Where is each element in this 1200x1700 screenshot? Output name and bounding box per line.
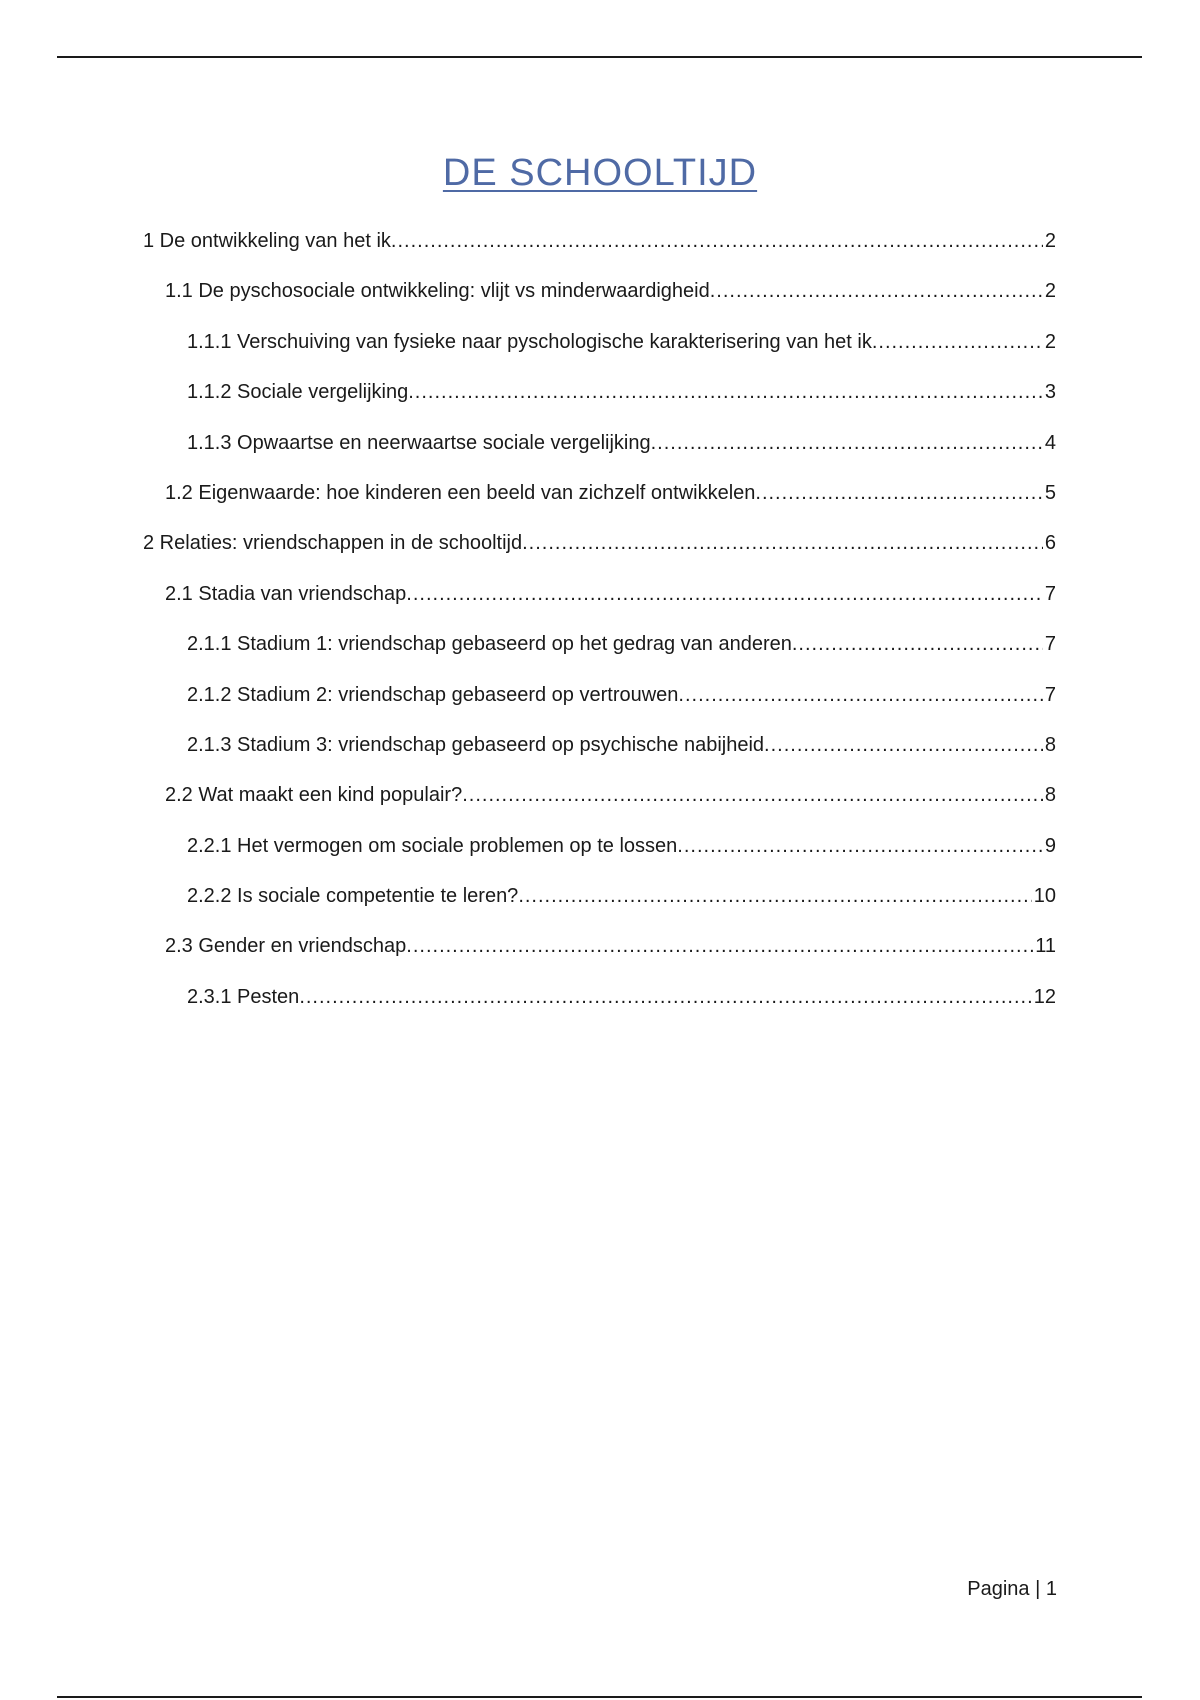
toc-page-number: 12	[1033, 985, 1056, 1008]
toc-dot-leader	[710, 280, 1043, 303]
toc-dot-leader	[792, 633, 1043, 656]
toc-entry-text: 1.1.3 Opwaartse en neerwaartse sociale vergelijking	[187, 431, 651, 454]
toc-entry[interactable]	[143, 986, 1056, 1036]
toc-entry-text: 2.2 Wat maakt een kind populair?	[165, 784, 463, 807]
toc-entry-text: 2.2.2 Is sociale competentie te leren?	[187, 885, 519, 908]
toc-page-number: 8	[1044, 733, 1056, 756]
toc-page-number: 5	[1044, 481, 1056, 504]
toc-page-number: 7	[1044, 582, 1056, 605]
toc-dot-leader	[406, 583, 1043, 606]
toc-dot-leader	[462, 784, 1043, 807]
toc-entry[interactable]	[143, 784, 1056, 834]
toc-dot-leader	[678, 684, 1042, 707]
toc-entry-text: 1.1.2 Sociale vergelijking	[187, 381, 409, 404]
toc-entry[interactable]	[143, 381, 1056, 431]
page-footer: Pagina | 1	[967, 1578, 1057, 1600]
toc-page-number: 4	[1044, 431, 1056, 454]
toc-dot-leader	[677, 835, 1043, 858]
toc-entry-text: 2.1.3 Stadium 3: vriendschap gebaseerd op psychische nabijheid	[187, 733, 765, 756]
toc-entry-text: 1.1.1 Verschuiving van fysieke naar pyschologische karakterisering van het ik	[187, 330, 872, 353]
toc-entry-text: 2.3.1 Pesten	[187, 985, 300, 1008]
toc-dot-leader	[872, 331, 1043, 354]
toc-page-number: 6	[1044, 532, 1056, 555]
toc-entry[interactable]	[143, 532, 1056, 582]
header-rule	[57, 56, 1142, 58]
toc-entry[interactable]	[143, 684, 1056, 734]
toc-entry[interactable]	[143, 432, 1056, 482]
document-title	[0, 152, 1200, 195]
toc-entry[interactable]	[143, 835, 1056, 885]
footer-rule	[57, 1696, 1142, 1698]
toc-page-number: 7	[1044, 683, 1056, 706]
toc-dot-leader	[651, 432, 1043, 455]
toc-entry-text: 2.1 Stadia van vriendschap	[165, 582, 407, 605]
toc-page-number: 7	[1044, 633, 1056, 656]
toc-page-number: 2	[1044, 330, 1056, 353]
toc-entry[interactable]	[143, 280, 1056, 330]
toc-entry-text: 2.3 Gender en vriendschap	[165, 935, 407, 958]
toc-page-number: 8	[1044, 784, 1056, 807]
toc-dot-leader	[391, 230, 1043, 253]
toc-dot-leader	[764, 734, 1043, 757]
toc-entry[interactable]	[143, 885, 1056, 935]
toc-entry-text: 2.1.2 Stadium 2: vriendschap gebaseerd op vertrouwen	[187, 683, 679, 706]
toc-dot-leader	[408, 381, 1043, 404]
toc-entry-text: 1.2 Eigenwaarde: hoe kinderen een beeld van zichzelf ontwikkelen	[165, 481, 756, 504]
toc-entry[interactable]	[143, 482, 1056, 532]
table-of-contents	[143, 230, 1056, 1036]
toc-page-number: 11	[1035, 935, 1056, 958]
toc-page-number: 3	[1044, 381, 1056, 404]
toc-entry[interactable]	[143, 583, 1056, 633]
toc-dot-leader	[299, 986, 1031, 1009]
toc-entry[interactable]	[143, 935, 1056, 985]
document-title-text: DE SCHOOLTIJD	[442, 152, 758, 194]
toc-dot-leader	[755, 482, 1042, 505]
toc-entry-text: 1 De ontwikkeling van het ik	[143, 230, 391, 252]
toc-entry[interactable]	[143, 734, 1056, 784]
toc-page-number: 10	[1033, 885, 1056, 908]
toc-page-number: 2	[1044, 230, 1056, 252]
toc-dot-leader	[406, 935, 1033, 958]
toc-entry-text: 2.2.1 Het vermogen om sociale problemen op te lossen	[187, 834, 678, 857]
toc-page-number: 9	[1044, 834, 1056, 857]
toc-dot-leader	[518, 885, 1031, 908]
toc-entry-text: 2 Relaties: vriendschappen in de schooltijd	[143, 532, 523, 555]
toc-entry[interactable]	[143, 230, 1056, 280]
toc-entry-text: 1.1 De pyschosociale ontwikkeling: vlijt vs minderwaardigheid	[165, 280, 710, 303]
toc-entry[interactable]	[143, 633, 1056, 683]
toc-dot-leader	[522, 532, 1043, 555]
toc-page-number: 2	[1044, 280, 1056, 303]
toc-entry[interactable]	[143, 331, 1056, 381]
toc-entry-text: 2.1.1 Stadium 1: vriendschap gebaseerd op het gedrag van anderen	[187, 633, 792, 656]
